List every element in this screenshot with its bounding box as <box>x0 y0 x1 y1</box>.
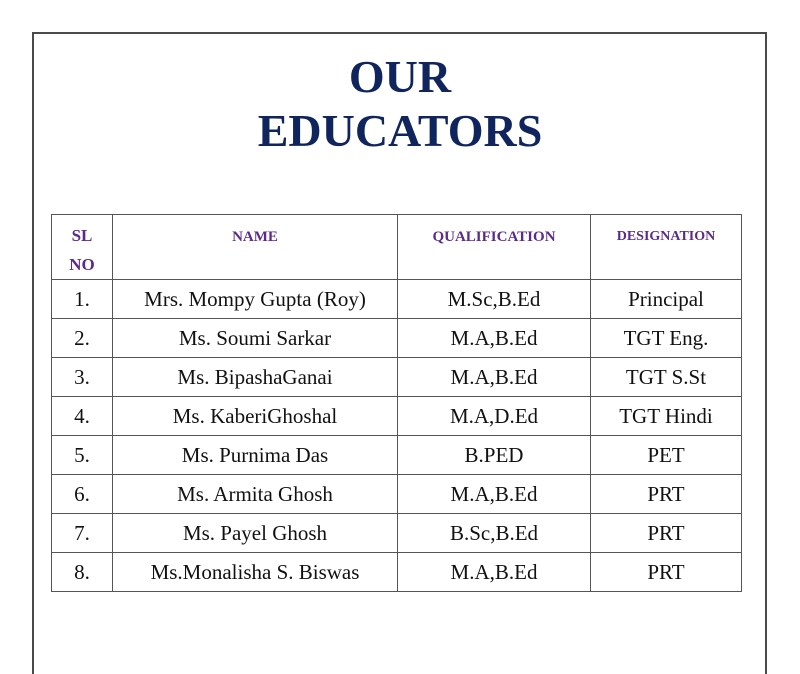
header-qualification: QUALIFICATION <box>398 215 591 280</box>
table-row <box>52 319 742 358</box>
cell-qualification: B.PED <box>398 436 591 475</box>
table-row <box>52 553 742 592</box>
title-line-2: EDUCATORS <box>257 105 543 156</box>
header-sl-line1: SL <box>71 226 93 245</box>
page-title <box>0 50 800 158</box>
table-row <box>52 436 742 475</box>
cell-qualification: M.A,B.Ed <box>398 553 591 592</box>
cell-sl-no: 8. <box>52 553 113 592</box>
cell-name: Ms. Purnima Das <box>113 436 398 475</box>
title-line-1: OUR <box>348 51 452 102</box>
table-row <box>52 397 742 436</box>
cell-sl-no: 7. <box>52 514 113 553</box>
table-row <box>52 358 742 397</box>
cell-qualification: M.A,B.Ed <box>398 358 591 397</box>
cell-qualification: M.Sc,B.Ed <box>398 280 591 319</box>
cell-qualification: M.A,B.Ed <box>398 319 591 358</box>
cell-name: Ms. KaberiGhoshal <box>113 397 398 436</box>
educators-table <box>51 214 742 592</box>
header-name: NAME <box>113 215 398 280</box>
header-sl-no <box>52 215 113 280</box>
cell-designation: PET <box>591 436 742 475</box>
cell-sl-no: 3. <box>52 358 113 397</box>
table-row <box>52 514 742 553</box>
table-header-row <box>52 215 742 280</box>
cell-designation: TGT S.St <box>591 358 742 397</box>
cell-designation: TGT Hindi <box>591 397 742 436</box>
header-sl-line2: NO <box>69 255 95 274</box>
header-designation: DESIGNATION <box>591 215 742 280</box>
table-row <box>52 475 742 514</box>
table-row <box>52 280 742 319</box>
cell-name: Ms. Payel Ghosh <box>113 514 398 553</box>
cell-qualification: B.Sc,B.Ed <box>398 514 591 553</box>
cell-name: Ms. Armita Ghosh <box>113 475 398 514</box>
cell-sl-no: 6. <box>52 475 113 514</box>
cell-name: Mrs. Mompy Gupta (Roy) <box>113 280 398 319</box>
cell-name: Ms. Soumi Sarkar <box>113 319 398 358</box>
cell-name: Ms.Monalisha S. Biswas <box>113 553 398 592</box>
cell-sl-no: 5. <box>52 436 113 475</box>
cell-designation: PRT <box>591 514 742 553</box>
cell-qualification: M.A,B.Ed <box>398 475 591 514</box>
cell-designation: PRT <box>591 553 742 592</box>
cell-name: Ms. BipashaGanai <box>113 358 398 397</box>
cell-designation: PRT <box>591 475 742 514</box>
cell-designation: Principal <box>591 280 742 319</box>
cell-designation: TGT Eng. <box>591 319 742 358</box>
cell-sl-no: 4. <box>52 397 113 436</box>
cell-sl-no: 1. <box>52 280 113 319</box>
cell-sl-no: 2. <box>52 319 113 358</box>
cell-qualification: M.A,D.Ed <box>398 397 591 436</box>
